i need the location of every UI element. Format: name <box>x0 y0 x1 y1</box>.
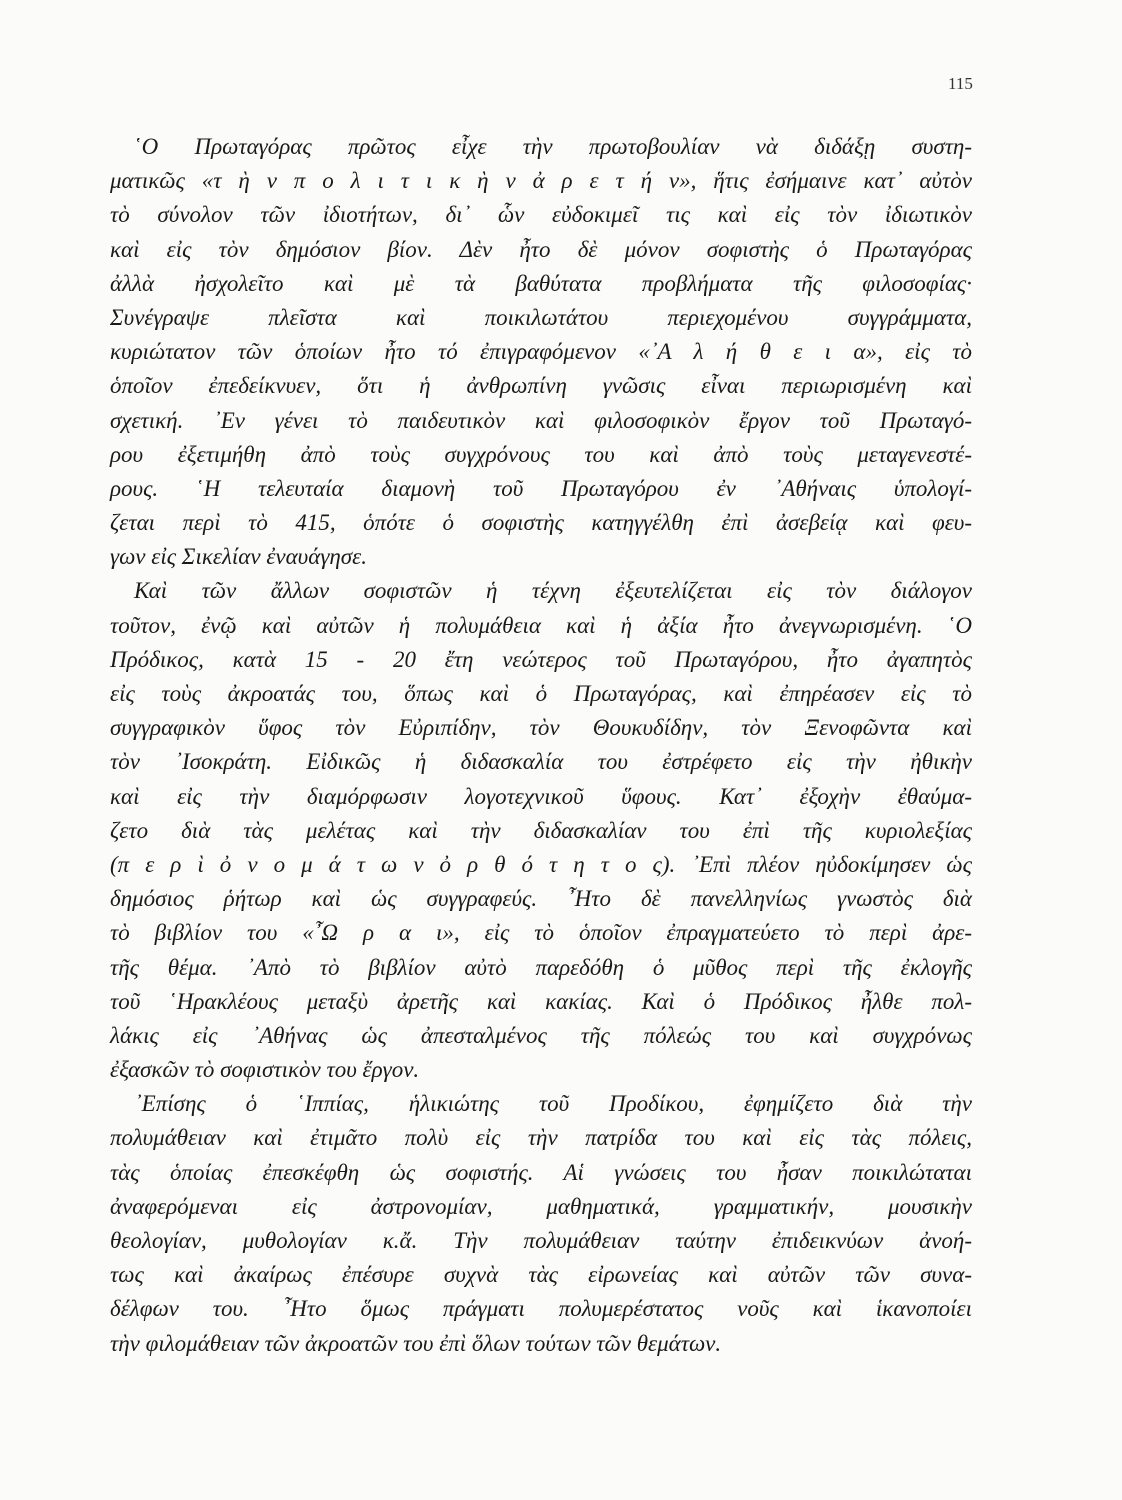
text-line: γων εἰς Σικελίαν ἐναυάγησε. <box>110 544 367 570</box>
text-line: δέλφων του. ῏Ητο ὅμως πράγματι πολυμερέστατος νοῦς καὶ ἱκανοποίει <box>110 1296 972 1322</box>
text-line: ρου ἐξετιμήθη ἀπὸ τοὺς συγχρόνους του καὶ ἀπὸ τοὺς μεταγενεστέ- <box>110 441 972 467</box>
text-line: ἀναφερόμεναι εἰς ἀστρονομίαν, μαθηματικά, γραμματικήν, μουσικὴν <box>110 1193 972 1219</box>
paragraph <box>110 130 972 574</box>
text-line: ζεται περὶ τὸ 415, ὁπότε ὁ σοφιστὴς κατηγγέλθη ἐπὶ ἀσεβείᾳ καὶ φευ- <box>110 510 972 536</box>
text-line: ματικῶς «τ ὴ ν π ο λ ι τ ι κ ὴ ν ἀ ρ ε τ ή ν», ἥτις ἐσήμαινε κατ᾽ αὐτὸν <box>110 168 972 194</box>
text-line: τῆς θέμα. ᾽Απὸ τὸ βιβλίον αὐτὸ παρεδόθη ὁ μῦθος περὶ τῆς ἐκλογῆς <box>110 954 972 980</box>
text-line: (π ε ρ ὶ ὀ ν ο μ ά τ ω ν ὀ ρ θ ό τ η τ ο ς). ᾽Επὶ πλέον ηὐδοκίμησεν ὡς <box>110 851 972 877</box>
text-line: ζετο διὰ τὰς μελέτας καὶ τὴν διδασκαλίαν του ἐπὶ τῆς κυριολεξίας <box>110 817 972 843</box>
text-line: τὸ βιβλίον του «῏Ω ρ α ι», εἰς τὸ ὁποῖον ἐπραγματεύετο τὸ περὶ ἀρε- <box>110 920 972 946</box>
text-line: τὸν ᾽Ισοκράτη. Εἰδικῶς ἡ διδασκαλία του ἐστρέφετο εἰς τὴν ἠθικὴν <box>110 749 972 775</box>
text-line: καὶ εἰς τὴν διαμόρφωσιν λογοτεχνικοῦ ὕφους. Κατ᾽ ἐξοχὴν ἐθαύμα- <box>110 783 972 809</box>
paragraph <box>110 574 972 1087</box>
text-line: λάκις εἰς ᾽Αθήνας ὡς ἀπεσταλμένος τῆς πόλεώς του καὶ συγχρόνως <box>110 1022 972 1048</box>
body-text <box>110 130 972 1361</box>
paragraph <box>110 1087 972 1361</box>
text-line: τοῦ ῾Ηρακλέους μεταξὺ ἀρετῆς καὶ κακίας. Καὶ ὁ Πρόδικος ἦλθε πολ- <box>110 988 972 1014</box>
text-line: ῾Ο Πρωταγόρας πρῶτος εἶχε τὴν πρωτοβουλίαν νὰ διδάξῃ συστη- <box>134 134 972 159</box>
text-line: πολυμάθειαν καὶ ἐτιμᾶτο πολὺ εἰς τὴν πατρίδα του καὶ εἰς τὰς πόλεις, <box>110 1125 972 1151</box>
text-line: ᾽Επίσης ὁ ῾Ιππίας, ἡλικιώτης τοῦ Προδίκου, ἐφημίζετο διὰ τὴν <box>134 1091 972 1117</box>
text-line: θεολογίαν, μυθολογίαν κ.ἄ. Τὴν πολυμάθειαν ταύτην ἐπιδεικνύων ἀνοή- <box>110 1228 972 1253</box>
text-line: δημόσιος ῥήτωρ καὶ ὡς συγγραφεύς. ῏Ητο δὲ πανελληνίως γνωστὸς διὰ <box>110 886 972 912</box>
text-line: τὸ σύνολον τῶν ἰδιοτήτων, δι᾽ ὧν εὐδοκιμεῖ τις καὶ εἰς τὸν ἰδιωτικὸν <box>110 202 972 228</box>
text-line: ὁποῖον ἐπεδείκνυεν, ὅτι ἡ ἀνθρωπίνη γνῶσις εἶναι περιωρισμένη καὶ <box>110 373 972 399</box>
text-line: Καὶ τῶν ἄλλων σοφιστῶν ἡ τέχνη ἐξευτελίζεται εἰς τὸν διάλογον <box>134 578 972 604</box>
text-line: κυριώτατον τῶν ὁποίων ἦτο τό ἐπιγραφόμενον «᾽Α λ ή θ ε ι α», εἰς τὸ <box>110 339 972 365</box>
page-number: 115 <box>948 74 973 93</box>
text-line: Συνέγραψε πλεῖστα καὶ ποικιλωτάτου περιεχομένου συγγράμματα, <box>110 304 972 330</box>
text-line: σχετική. ᾽Εν γένει τὸ παιδευτικὸν καὶ φιλοσοφικὸν ἔργον τοῦ Πρωταγό- <box>110 407 972 433</box>
text-line: Πρόδικος, κατὰ 15 - 20 ἔτη νεώτερος τοῦ Πρωταγόρου, ἦτο ἀγαπητὸς <box>110 646 972 672</box>
text-line: εἰς τοὺς ἀκροατάς του, ὅπως καὶ ὁ Πρωταγόρας, καὶ ἐπηρέασεν εἰς τὸ <box>110 681 972 706</box>
text-line: ἐξασκῶν τὸ σοφιστικὸν του ἔργον. <box>110 1057 420 1083</box>
text-line: τὴν φιλομάθειαν τῶν ἀκροατῶν του ἐπὶ ὅλων τούτων τῶν θεμάτων. <box>110 1330 722 1356</box>
text-line: ἀλλὰ ἠσχολεῖτο καὶ μὲ τὰ βαθύτατα προβλήματα τῆς φιλοσοφίας· <box>110 270 972 296</box>
text-line: τοῦτον, ἐνῷ καὶ αὐτῶν ἡ πολυμάθεια καὶ ἡ ἀξία ἦτο ἀνεγνωρισμένη. ῾Ο <box>110 612 972 638</box>
text-line: τὰς ὁποίας ἐπεσκέφθη ὡς σοφιστής. Αἱ γνώσεις του ἦσαν ποικιλώταται <box>110 1159 972 1185</box>
text-line: συγγραφικὸν ὕφος τὸν Εὐριπίδην, τὸν Θουκυδίδην, τὸν Ξενοφῶντα καὶ <box>110 715 972 741</box>
text-line: ρους. ῾Η τελευταία διαμονὴ τοῦ Πρωταγόρου ἐν ᾽Αθήναις ὑπολογί- <box>110 475 972 501</box>
text-line: καὶ εἰς τὸν δημόσιον βίον. Δὲν ἦτο δὲ μόνον σοφιστὴς ὁ Πρωταγόρας <box>110 236 972 262</box>
text-line: τως καὶ ἀκαίρως ἐπέσυρε συχνὰ τὰς εἰρωνείας καὶ αὐτῶν τῶν συνα- <box>110 1262 972 1288</box>
